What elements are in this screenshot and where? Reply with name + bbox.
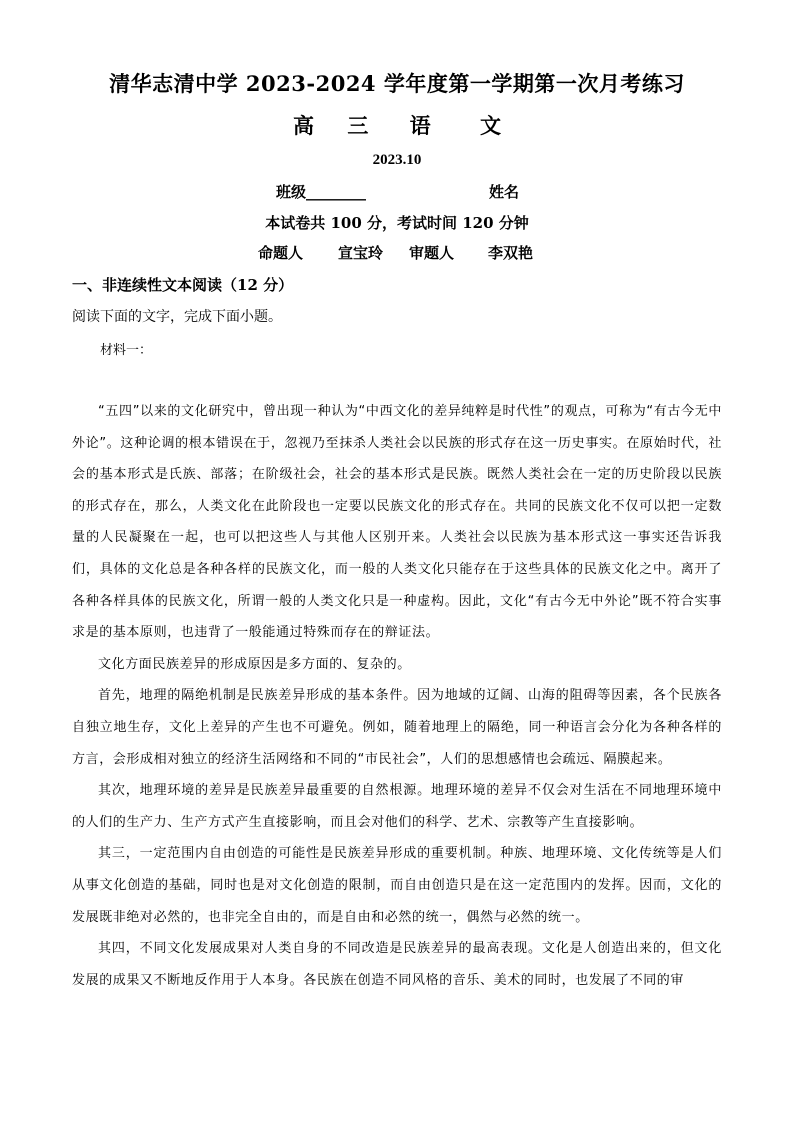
exam-date: 2023.10	[372, 152, 422, 168]
subject-char: 语	[409, 113, 431, 138]
exam-info: 本试卷共 100 分，考试时间 120 分钟	[265, 214, 529, 232]
passage-paragraph: “五四”以来的文化研究中，曾出现一种认为“中西文化的差异纯粹是时代性”的观点，可称为“有古今无中外论”。这种论调的根本错误在于，忽视乃至抹杀人类社会以民族的形式存在这一历史事实。在原始时代，社会的基本形式是氏族、部落；在阶级社会，社会的基本形式是民族。既然人类社会在一定的历史阶段以民族的形式存在，那么，人类文化在此阶段也一定要以民族文化的形式存在。共同的民族文化不仅可以把一定数量的人民凝聚在一起，也可以把这些人与其他人区别开来。人类社会以民族为基本形式这一事实还告诉我们，具体的文化总是各种各样的民族文化，而一般的人类文化只能存在于这些具体的民族文化之中。离开了各种各样具体的民族文化，所谓一般的人类文化只是一种虚构。因此，文化“有古今无中外论”既不符合实事求是的基本原则，也违背了一般能通过特殊而存在的辩证法。	[72, 404, 722, 641]
passage-paragraph: 其次，地理环境的差异是民族差异最重要的自然根源。地理环境的差异不仅会对生活在不同地理环境中的人们的生产力、生产方式产生直接影响，而且会对他们的科学、艺术、宗教等产生直接影响。	[72, 783, 722, 830]
subject-char: 高	[293, 113, 315, 138]
subject-char: 三	[347, 113, 369, 138]
passage-paragraph: 其四，不同文化发展成果对人类自身的不同改造是民族差异的最高表现。文化是人创造出来的，但文化发展的成果又不断地反作用于人本身。各民族在创造不同风格的音乐、美术的同时，也发展了不同的审	[72, 941, 722, 988]
exam-title: 清华志清中学 2023-2024 学年度第一学期第一次月考练习	[109, 71, 685, 96]
passage-paragraph: 首先，地理的隔绝机制是民族差异形成的基本条件。因为地域的辽阔、山海的阻碍等因素，各个民族各自独立地生存，文化上差异的产生也不可避免。例如，随着地理上的隔绝，同一种语言会分化为各种各样的方言，会形成相对独立的经济生活网络和不同的“市民社会”，人们的思想感情也会疏远、隔膜起来。	[72, 688, 722, 767]
setter-label: 命题人	[258, 244, 304, 262]
material-label: 材料一：	[100, 343, 153, 358]
subject-char: 文	[479, 113, 501, 138]
instruction-text: 阅读下面的文字，完成下面小题。	[72, 309, 282, 325]
setter-name: 宣宝玲	[338, 244, 384, 262]
passage-paragraph: 其三，一定范围内自由创造的可能性是民族差异形成的重要机制。种族、地理环境、文化传统等是人们从事文化创造的基础，同时也是对文化创造的限制，而自由创造只是在这一定范围内的发挥。因而，文化的发展既非绝对必然的，也非完全自由的，而是自由和必然的统一，偶然与必然的统一。	[72, 846, 722, 925]
class-field-label: 班级________	[276, 183, 367, 201]
name-field-label: 姓名	[489, 183, 520, 201]
reviewer-label: 审题人	[409, 244, 455, 262]
passage-body	[72, 396, 722, 996]
subject-title	[0, 110, 794, 140]
section-heading: 一、非连续性文本阅读（12 分）	[72, 276, 294, 294]
passage-paragraph: 文化方面民族差异的形成原因是多方面的、复杂的。	[98, 656, 411, 672]
reviewer-name: 李双艳	[488, 244, 534, 262]
